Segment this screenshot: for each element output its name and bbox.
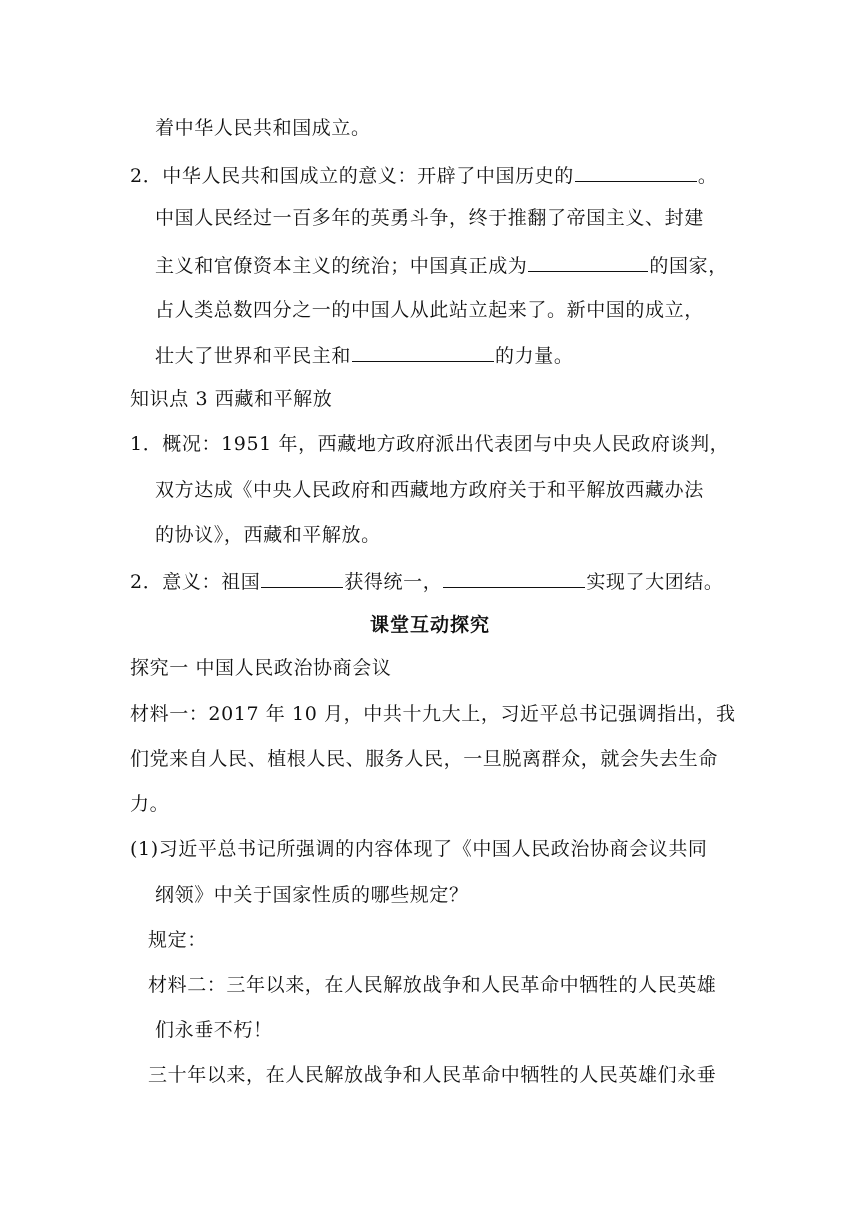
answer-label [148,928,207,952]
text: 占人类总数四分之一的中国人从此站立起来了。新中国的成立， [155,299,704,321]
text-line [130,702,736,726]
text: 纲领》中关于国家性质的哪些规定？ [155,884,469,906]
text: 2．中华人民共和国成立的意义：开辟了中国历史的 [130,165,574,187]
text: 双方达成《中央人民政府和西藏地方政府关于和平解放西藏办法 [155,479,704,501]
text: 规定： [148,929,207,951]
text: 材料一：2017 年 10 月，中共十九大上，习近平总书记强调指出，我 [130,703,736,725]
text-line [155,478,704,502]
knowledge-item-2 [130,163,718,188]
text-line [130,432,729,456]
text: 壮大了世界和平民主和 [155,345,352,367]
text-line [148,1063,716,1087]
text: 探究一 中国人民政治协商会议 [130,657,392,679]
knowledge-item-significance [130,569,724,594]
text-line [155,116,371,140]
text: 材料二：三年以来，在人民解放战争和人民革命中牺牲的人民英雄 [148,974,717,996]
text-line [155,298,704,322]
text-line [148,973,716,997]
text: 。 [697,165,718,187]
text: 知识点 3 西藏和平解放 [130,388,333,410]
fill-in-blank[interactable] [575,163,697,182]
text: 中国人民经过一百多年的英勇斗争，终于推翻了帝国主义、封建 [155,207,704,229]
text-line [155,1018,273,1042]
text: 们党来自人民、植根人民、服务人民，一旦脱离群众，就会失去生命 [130,748,719,770]
text: (1)习近平总书记所强调的内容体现了《中国人民政治协商会议共同 [130,838,708,860]
inquiry-heading [130,656,391,680]
section-title: 课堂互动探究 [369,614,490,636]
text-line [130,747,718,771]
text: 的力量。 [495,345,574,367]
text: 力。 [130,793,170,815]
text: 1．概况：1951 年，西藏地方政府派出代表团与中央人民政府谈判， [130,433,730,455]
text: 2．意义：祖国 [130,571,261,593]
question-1 [130,837,708,861]
fill-in-blank[interactable] [443,569,585,588]
text-line [155,523,381,547]
text: 的协议》，西藏和平解放。 [155,524,381,546]
knowledge-point-heading [130,387,332,411]
text: 获得统一， [344,571,443,593]
text-line [155,253,728,278]
text-line [130,792,169,816]
text: 的国家， [649,255,728,277]
text: 实现了大团结。 [586,571,724,593]
text: 三十年以来，在人民解放战争和人民革命中牺牲的人民英雄们永垂 [148,1064,717,1086]
text-line [155,206,704,230]
text-line [155,343,573,368]
text: 主义和官僚资本主义的统治；中国真正成为 [155,255,528,277]
text-line [155,883,469,907]
text: 们永垂不朽！ [155,1019,273,1041]
text: 着中华人民共和国成立。 [155,117,371,139]
fill-in-blank[interactable] [528,253,648,272]
fill-in-blank[interactable] [261,569,343,588]
fill-in-blank[interactable] [352,343,494,362]
